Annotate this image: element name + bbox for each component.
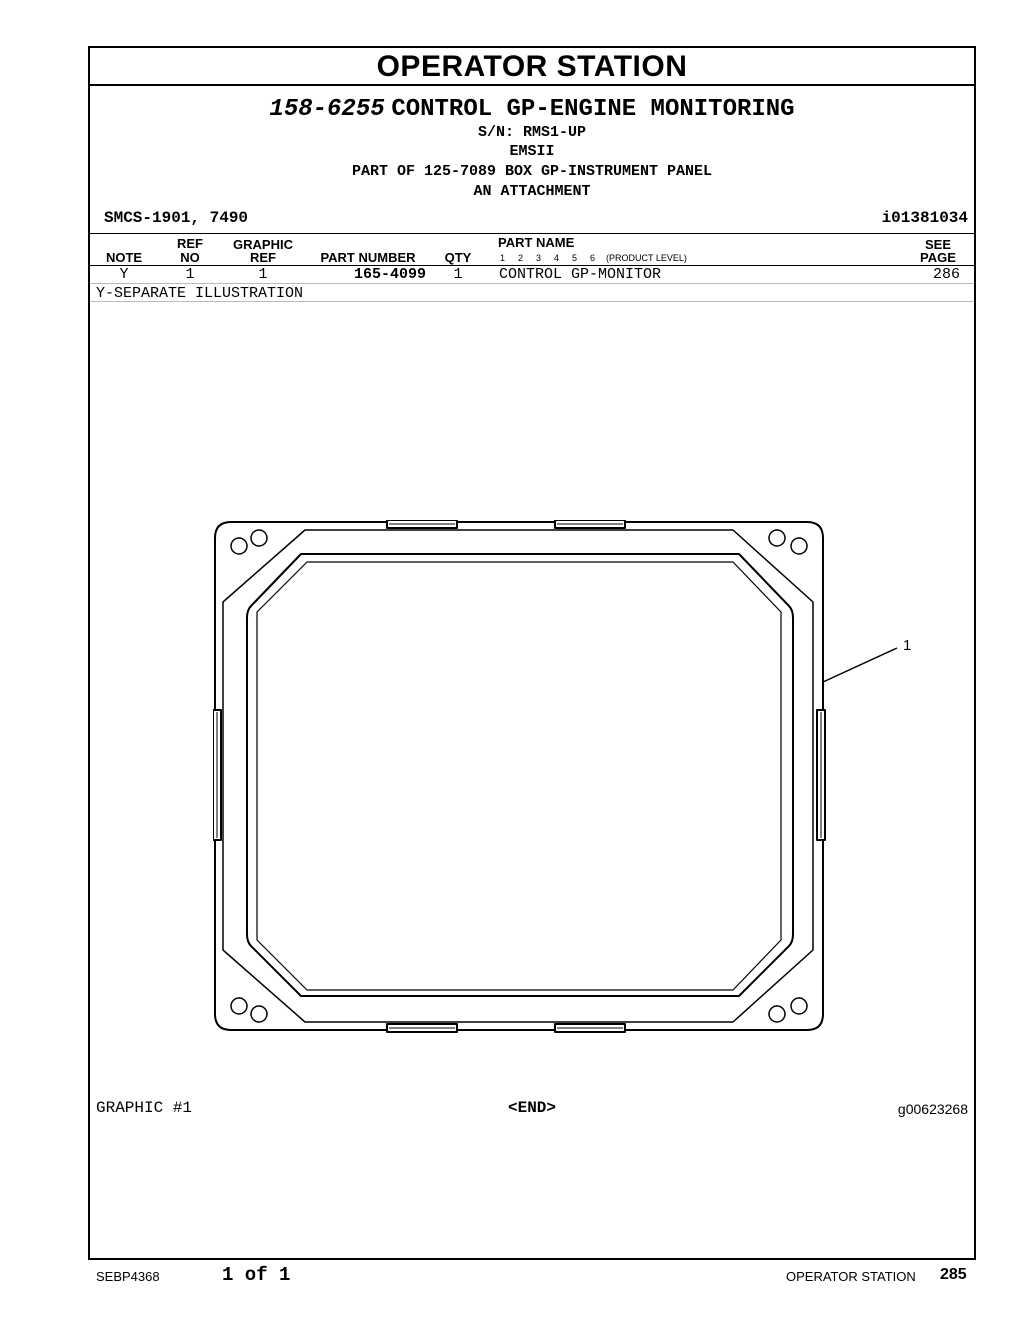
monitor-frame-illustration: [213, 520, 913, 1040]
page-frame: [88, 46, 976, 1260]
footer-page-of: 1 of 1: [222, 1264, 291, 1286]
header-see-top: SEE: [924, 237, 951, 252]
product-level-label: (PRODUCT LEVEL): [606, 253, 687, 263]
illustration-id: i01381034: [881, 209, 968, 227]
row-part-number: 165-4099: [353, 266, 426, 283]
level-2: 2: [518, 253, 524, 263]
header-part-number: PART NUMBER: [320, 250, 416, 265]
row-qty: 1: [453, 266, 463, 283]
row-rule: [90, 283, 974, 284]
header-part-name: PART NAME: [498, 235, 575, 250]
section-title: OPERATOR STATION: [90, 48, 974, 86]
level-4: 4: [554, 253, 560, 263]
row-part-name: CONTROL GP-MONITOR: [499, 266, 662, 283]
group-subtitle: EMSII: [509, 143, 555, 160]
footer-page-number: 285: [940, 1266, 967, 1283]
row-ref-no: 1: [185, 266, 195, 283]
group-title: [90, 94, 974, 124]
attachment-line: AN ATTACHMENT: [473, 183, 591, 200]
footer-section: OPERATOR STATION: [786, 1269, 916, 1284]
graphic-id: g00623268: [897, 1101, 968, 1117]
header-note: NOTE: [105, 250, 143, 265]
header-ref-top: REF: [177, 236, 203, 251]
smcs-codes: SMCS-1901, 7490: [104, 209, 249, 227]
footnote-rule: [90, 301, 974, 302]
level-6: 6: [590, 253, 596, 263]
row-see-page: 286: [932, 266, 960, 283]
level-3: 3: [536, 253, 542, 263]
level-1: 1: [500, 253, 506, 263]
outer-bezel: [215, 522, 823, 1030]
serial-range: S/N: RMS1-UP: [477, 124, 587, 141]
part-of-line: PART OF 125-7089 BOX GP-INSTRUMENT PANEL: [351, 163, 713, 180]
footnote: Y-SEPARATE ILLUSTRATION: [96, 285, 304, 302]
table-top-rule: [90, 233, 974, 234]
level-5: 5: [572, 253, 578, 263]
callout-leader: [823, 648, 897, 682]
callout-1: 1: [903, 637, 912, 654]
header-graphic-bottom: REF: [250, 250, 276, 265]
row-note: Y: [119, 266, 129, 283]
group-part-number: 158-6255: [269, 96, 385, 123]
end-marker: <END>: [507, 1099, 556, 1117]
header-graphic-top: GRAPHIC: [233, 237, 293, 252]
bezel-rim: [223, 530, 813, 1022]
header-qty: QTY: [444, 250, 472, 265]
row-graphic-ref: 1: [258, 266, 268, 283]
header-see-bottom: PAGE: [920, 250, 956, 265]
graphic-label: GRAPHIC #1: [96, 1099, 193, 1117]
screen-opening: [247, 554, 793, 996]
header-ref-bottom: NO: [180, 250, 200, 265]
group-name: CONTROL GP-ENGINE MONITORING: [391, 96, 795, 123]
footer-doc-number: SEBP4368: [96, 1269, 160, 1284]
corner-holes: [231, 530, 807, 1022]
